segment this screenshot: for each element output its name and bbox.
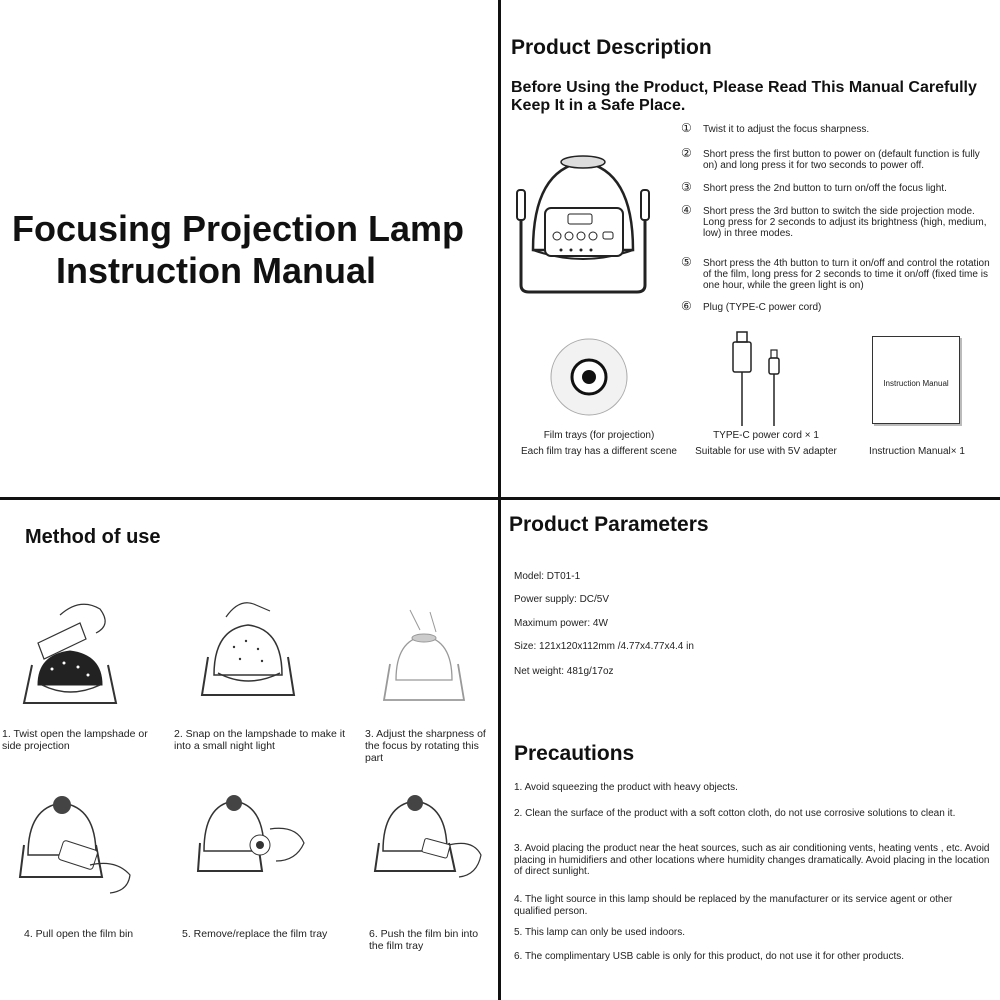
description-step: ③ Short press the 2nd button to turn on/off the focus light. <box>681 180 947 194</box>
method-step-4: 4. Pull open the film bin <box>24 928 134 940</box>
accessory-caption-film: Film trays (for projection) Each film tray has a different scene <box>520 430 677 457</box>
param-max-power: Maximum power: 4W <box>514 618 608 629</box>
cover-title-line2: Instruction Manual <box>56 250 377 291</box>
parameters-panel <box>501 500 1000 1000</box>
description-step: ⑥ Plug (TYPE-C power cord) <box>681 299 822 313</box>
description-subheading-line2: Keep It in a Safe Place. <box>511 97 686 114</box>
description-step: ② Short press the first button to power on (default function is fully on) and long press it for two seconds to power off. <box>681 146 980 171</box>
accessory-caption-manual: Instruction Manual× 1 <box>869 446 965 457</box>
twist-lampshade-icon <box>20 595 130 715</box>
pull-film-bin-icon <box>20 795 140 900</box>
description-step: ⑤ Short press the 4th button to turn it on/off and control the rotation of the film, long press for 2 seconds to time it on/off (fixed time is one hour, while the green light is on) <box>681 255 990 291</box>
method-step-5: 5. Remove/replace the film tray <box>182 928 328 940</box>
param-power-supply: Power supply: DC/5V <box>514 594 610 605</box>
method-of-use-panel <box>0 500 498 1000</box>
param-net-weight: Net weight: 481g/17oz <box>514 666 614 677</box>
product-description-panel <box>501 0 1000 497</box>
method-step-2: 2. Snap on the lampshade to make it into a small night light <box>174 728 346 752</box>
accessory-caption-cord: TYPE-C power cord × 1 Suitable for use with 5V adapter <box>695 430 837 457</box>
cover-panel <box>0 0 498 497</box>
precaution-item: 1. Avoid squeezing the product with heavy objects. <box>514 782 738 793</box>
description-heading: Product Description <box>511 36 712 59</box>
description-subheading-line1: Before Using the Product, Please Read This Manual Carefully <box>511 79 977 96</box>
precaution-item: 4. The light source in this lamp should be replaced by the manufacturer or its service agent or other qualified person. <box>514 894 953 917</box>
description-step: ④ Short press the 3rd button to switch the side projection mode. Long press for 2 seconds to adjust its brightness (high, medium, low) in three modes. <box>681 203 987 239</box>
method-step-3: 3. Adjust the sharpness of the focus by rotating this part <box>365 728 486 764</box>
manual-box-label: Instruction Manual <box>883 379 949 388</box>
adjust-focus-icon <box>380 600 470 710</box>
method-step-1: 1. Twist open the lampshade or side projection <box>2 728 148 752</box>
precaution-item: 2. Clean the surface of the product with a soft cotton cloth, do not use corrosive solutions to clean it. <box>514 808 956 819</box>
param-model: Model: DT01-1 <box>514 571 581 582</box>
replace-film-tray-icon <box>200 795 310 895</box>
precautions-heading: Precautions <box>514 742 635 765</box>
film-tray-icon <box>549 337 629 417</box>
method-step-6: 6. Push the film bin into the film tray <box>369 928 479 952</box>
snap-lampshade-icon <box>200 595 300 705</box>
method-heading: Method of use <box>25 526 161 548</box>
precaution-item: 3. Avoid placing the product near the heat sources, such as air conditioning vents, heating vents , etc. Avoid placing in humidifiers and other locations where humidity changes dramatically. Avoid placing in the location of direct sunlight. <box>514 843 990 877</box>
cover-title-line1: Focusing Projection Lamp <box>12 208 465 249</box>
precaution-item: 5. This lamp can only be used indoors. <box>514 927 686 938</box>
precaution-item: 6. The complimentary USB cable is only for this product, do not use it for other products. <box>514 951 905 962</box>
parameters-heading: Product Parameters <box>509 513 709 536</box>
param-size: Size: 121x120x112mm /4.77x4.77x4.4 in <box>514 641 694 652</box>
usb-cable-icon <box>731 330 791 430</box>
lamp-icon <box>513 150 653 295</box>
push-film-bin-icon <box>375 795 485 895</box>
description-step: ① Twist it to adjust the focus sharpness. <box>681 121 870 135</box>
instruction-manual-box <box>872 336 960 424</box>
